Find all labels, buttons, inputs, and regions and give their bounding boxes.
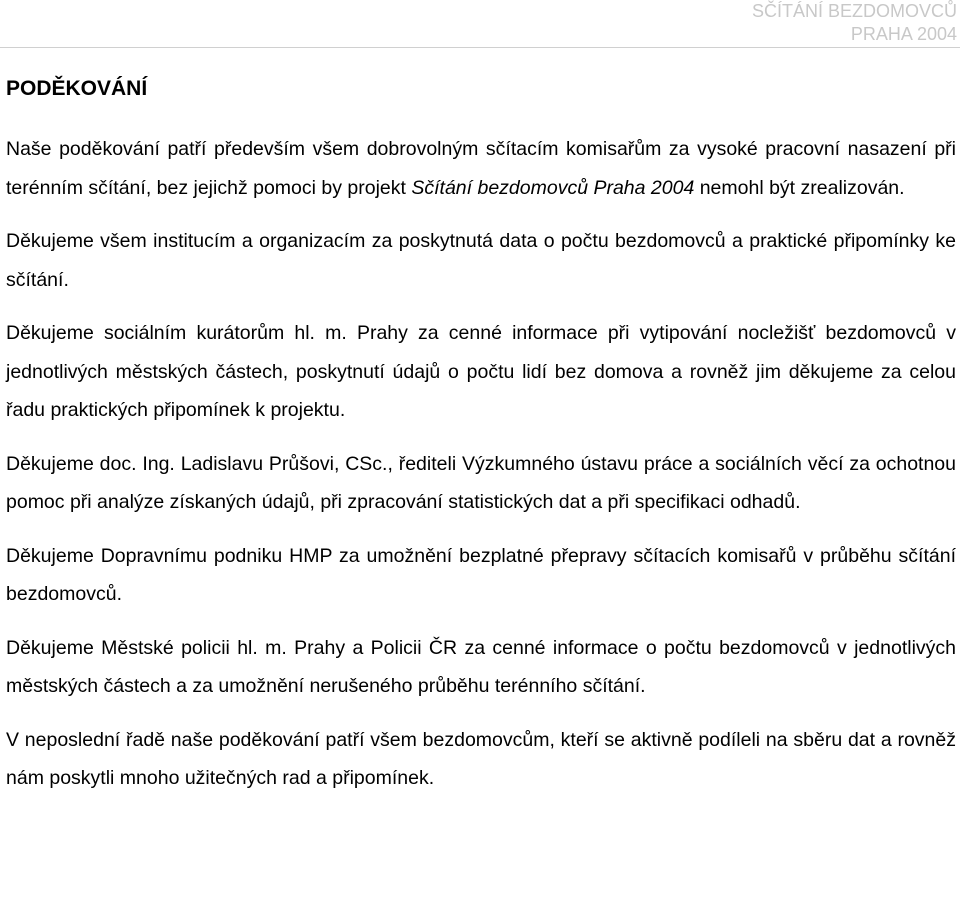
- paragraph-police: Děkujeme Městské policii hl. m. Prahy a Policii ČR za cenné informace o počtu bezdomovců v jednotlivých městských částech a za umožnění nerušeného průběhu terénního sčítání.: [6, 636, 956, 697]
- paragraph-volunteers-text-start: Naše poděkování patří především všem dobrovolným sčítacím komisařům za vysoké pracovní nasazení při terénním sčítání, bez jejichž pomoci by projekt: [6, 138, 956, 199]
- page-title: PODĚKOVÁNÍ: [6, 77, 148, 100]
- project-name: Sčítání bezdomovců Praha 2004: [411, 176, 695, 199]
- paragraph-volunteers: [6, 130, 956, 207]
- paragraph-homeless: V neposlední řadě naše poděkování patří všem bezdomovcům, kteří se aktivně podíleli na sběru dat a rovněž nám poskytli mnoho užitečných rad a připomínek.: [6, 728, 956, 789]
- paragraph-volunteers-text-end: nemohl být zrealizován.: [694, 176, 905, 199]
- header-divider: [0, 47, 960, 48]
- paragraph-research-institute: Děkujeme doc. Ing. Ladislavu Průšovi, CSc., řediteli Výzkumného ústavu práce a sociálních věcí za ochotnou pomoc při analýze získaných údajů, při zpracování statistických dat a při specifikaci odhadů.: [6, 452, 956, 513]
- paragraph-transport: Děkujeme Dopravnímu podniku HMP za umožnění bezplatné přepravy sčítacích komisařů v průběhu sčítání bezdomovců.: [6, 544, 956, 605]
- paragraph-institutions: Děkujeme všem institucím a organizacím za poskytnutá data o počtu bezdomovců a praktické připomínky ke sčítání.: [6, 230, 956, 291]
- paragraph-social-curators: Děkujeme sociálním kurátorům hl. m. Prahy za cenné informace při vytipování nocležišť bezdomovců v jednotlivých městských částech, poskytnutí údajů o počtu lidí bez domova a rovněž jim děkujeme za celou řadu praktických připomínek k projektu.: [6, 322, 956, 421]
- acknowledgements-body: [6, 130, 956, 813]
- running-header: [752, 0, 957, 46]
- header-line-1: SČÍTÁNÍ BEZDOMOVCŮ: [751, 1, 957, 21]
- header-line-2: PRAHA 2004: [850, 24, 957, 44]
